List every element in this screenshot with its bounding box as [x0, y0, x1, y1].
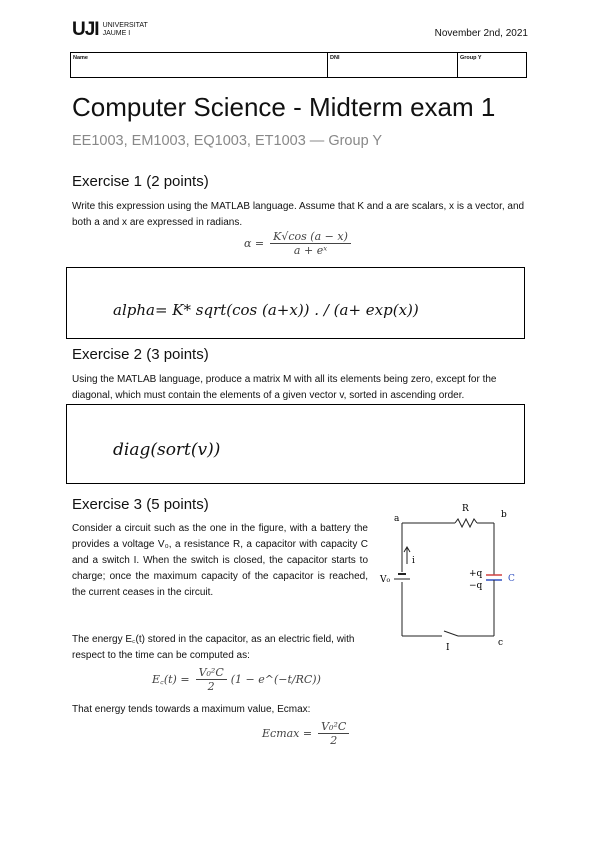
current-label: i [412, 556, 415, 566]
logo-mark: UJI [72, 19, 99, 40]
exercise-3-text-3: That energy tends towards a maximum value, Eᴄmax: [72, 704, 311, 715]
exercise-3-text-1: Consider a circuit such as the one in the figure, with a battery the provides a voltage V₀, a resistance R, a capacitor with capacity C and a switch I. When the switch is closed, the capacitor starts to charge; once the maximum capacity of the capacitor is reached, the current ceases in the circuit. [72, 523, 368, 598]
formula-1-lhs: E꜀(t) = [152, 673, 190, 686]
capacitor-label: C [508, 574, 515, 584]
page-subtitle: EE1003, EM1003, EQ1003, ET1003 — Group Y [72, 133, 383, 149]
switch-symbol [444, 631, 458, 636]
formula-1-denominator: 2 [207, 680, 215, 693]
node-c-label: c [498, 638, 504, 648]
node-b-label: b [501, 510, 507, 520]
formula-1-numerator: V₀²C [196, 666, 227, 680]
formula-2-numerator: V₀²C [318, 720, 349, 734]
resistor-label: R [462, 504, 469, 514]
switch-label: I [446, 643, 450, 650]
exercise-1-answer-box[interactable] [66, 267, 525, 339]
formula-lhs: α = [244, 237, 265, 250]
exercise-1-formula [244, 230, 351, 257]
exercise-3-formula-2 [262, 720, 349, 747]
exercise-1-answer: alpha= K* sqrt(cos (a+x)) . / (a+ exp(x)) [113, 301, 419, 319]
student-id-box [70, 52, 527, 78]
capacitor-minus-label: −q [469, 581, 483, 591]
formula-2-denominator: 2 [330, 734, 338, 747]
logo-line-2: JAUME I [102, 30, 131, 37]
battery-label: V₀ [380, 575, 391, 585]
page-title: Computer Science - Midterm exam 1 [72, 92, 496, 122]
circuit-diagram [372, 500, 532, 650]
exercise-3-heading: Exercise 3 (5 points) [72, 496, 209, 513]
exercise-2-text: Using the MATLAB language, produce a matrix M with all its elements being zero, except for the diagonal, which must contain the elements of a given vector v, sorted in ascending order. [72, 374, 497, 401]
formula-2-lhs: Eᴄmax = [262, 727, 313, 740]
name-field[interactable]: Name [71, 53, 328, 77]
capacitor-plus-label: +q [469, 569, 483, 579]
resistor-symbol [455, 519, 477, 527]
exam-date: November 2nd, 2021 [434, 28, 528, 39]
exercise-2-answer: diag(sort(v)) [113, 440, 221, 460]
exercise-1-heading: Exercise 1 (2 points) [72, 173, 209, 190]
exercise-2-answer-box[interactable] [66, 404, 525, 484]
dni-field[interactable]: DNI [328, 53, 458, 77]
formula-1-rhs: (1 − e^(−t/RC)) [230, 673, 321, 686]
exercise-2-heading: Exercise 2 (3 points) [72, 346, 209, 363]
university-logo [72, 19, 148, 41]
exercise-3-formula-1 [152, 666, 321, 693]
formula-numerator: K√cos (a − x) [270, 230, 351, 244]
exercise-3-text-2: The energy E꜀(t) stored in the capacitor, as an electric field, with respect to the time can be computed as: [72, 634, 355, 661]
logo-line-1: UNIVERSITAT [102, 22, 148, 29]
exercise-1-text: Write this expression using the MATLAB language. Assume that K and a are scalars, x is a vector, and both a and x are expressed in radians. [72, 201, 525, 228]
group-field: Group Y [460, 55, 482, 61]
formula-denominator: a + eˣ [293, 244, 328, 257]
node-a-label: a [394, 514, 400, 524]
